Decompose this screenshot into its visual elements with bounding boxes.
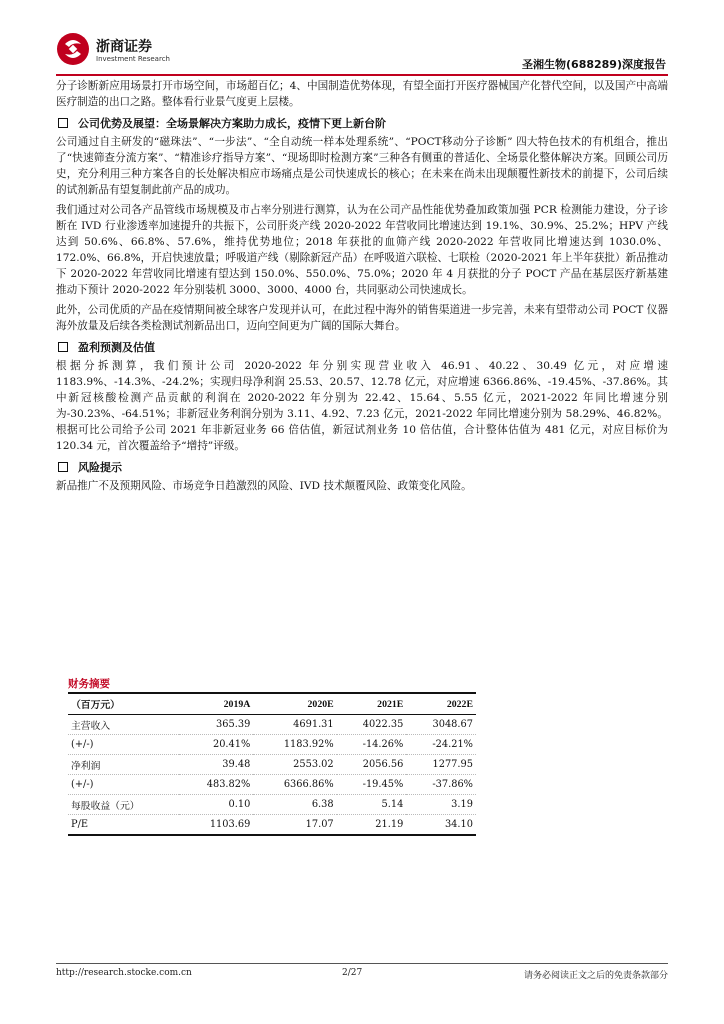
advantages-paragraph-3: 此外，公司优质的产品在疫情期间被全球客户发现并认可，在此过程中海外的销售渠道进一步完善，未来有望带动公司 POCT 仪器海外放量及后续各类检测试剂新品出口，迈向空间更为广阔的国际大舞台。 xyxy=(56,304,668,332)
footer-divider xyxy=(56,963,668,964)
table-cell: 39.48 xyxy=(179,755,253,775)
company-logo xyxy=(56,30,176,74)
table-cell: -24.21% xyxy=(406,735,476,755)
table-cell: 2056.56 xyxy=(337,755,407,775)
financial-summary-label: 财务摘要 xyxy=(68,678,110,690)
section-heading-advantages xyxy=(56,114,668,132)
table-cell: 0.10 xyxy=(179,795,253,815)
logo-emblem-icon xyxy=(56,32,90,66)
table-row xyxy=(68,815,476,836)
section-heading-forecast xyxy=(56,338,668,356)
table-cell: 4691.31 xyxy=(253,715,336,735)
table-row xyxy=(68,795,476,815)
checkbox-bullet-icon xyxy=(58,342,68,352)
table-cell: 21.19 xyxy=(337,815,407,836)
checkbox-bullet-icon xyxy=(58,118,68,128)
advantages-paragraph-1: 公司通过自主研发的“磁珠法”、“一步法”、“全自动统一样本处理系统”、“POCT移动分子诊断” 四大特色技术的有机组合，推出了“快速筛查分流方案”、“精准诊疗指导方案”、“现场即时检测方案”三种各有侧重的普适化、全场景化整体解决方案。回顾公司历史，充分利用三种方案各自的长处解决相应市场痛点是公司快速成长的核心；在未来在尚未出现颠覆性新技术的前提下，公司后续的试剂新品有望复制此前产品的成功。 xyxy=(56,136,668,196)
column-header: 2022E xyxy=(446,698,473,710)
table-cell: 1277.95 xyxy=(406,755,476,775)
row-label: (+/-) xyxy=(68,775,179,795)
table-row xyxy=(68,715,476,735)
table-cell: 5.14 xyxy=(337,795,407,815)
financial-summary-table xyxy=(68,692,476,836)
table-cell: 365.39 xyxy=(179,715,253,735)
column-header: 2021E xyxy=(377,698,404,710)
logo-chinese-name: 浙商证券 xyxy=(96,39,152,55)
section-heading-risks xyxy=(56,458,668,476)
table-row xyxy=(68,755,476,775)
footer-disclaimer: 请务必阅读正文之后的免责条款部分 xyxy=(523,971,668,981)
row-label: 主营收入 xyxy=(68,715,179,735)
section-title: 风险提示 xyxy=(78,461,122,474)
table-cell: 3048.67 xyxy=(406,715,476,735)
table-cell: 6.38 xyxy=(253,795,336,815)
table-cell: 3.19 xyxy=(406,795,476,815)
table-cell: -14.26% xyxy=(337,735,407,755)
column-header: 2020E xyxy=(307,698,334,710)
table-cell: 6366.86% xyxy=(253,775,336,795)
table-cell: 20.41% xyxy=(179,735,253,755)
column-header: （百万元） xyxy=(71,700,120,711)
advantages-paragraph-2: 我们通过对公司各产品管线市场规模及市占率分别进行测算，认为在公司产品性能优势叠加政策加强 PCR 检测能力建设，分子诊断在 IVD 行业渗透率加速提升的共振下，公司肝炎产线 2020-2022 年营收同比增速达到 19.1%、30.9%、25.2%；HPV 产线达到 50.6%、66.8%、57.6%，维持优势地位；2018 年获批的血筛产线 2020-2022 年营收同比增速达到 1030.0%、172.0%、66.8%，开启快速放量；呼吸道产线（剔除新冠产品）在呼吸道六联检、七联检（2020-2021 年上半年获批）新品推动下 2020-2022 年营收同比增速有望达到 150.0%、550.0%、75.0%；2020 年 4 月获批的分子 POCT 产品在基层医疗新基建推动下预计 2020-2022 年分别装机 3000、3000、4000 台，共同驱动公司快速成长。 xyxy=(56,204,668,296)
table-cell: 4022.35 xyxy=(337,715,407,735)
section-title: 盈利预测及估值 xyxy=(78,341,155,354)
header-divider xyxy=(56,74,668,76)
table-cell: 1183.92% xyxy=(253,735,336,755)
table-header-row xyxy=(68,693,476,715)
row-label: 每股收益（元） xyxy=(68,795,179,815)
table-cell: 2553.02 xyxy=(253,755,336,775)
row-label: P/E xyxy=(68,815,179,836)
table-cell: 1103.69 xyxy=(179,815,253,836)
main-content xyxy=(56,78,668,494)
table-cell: 483.82% xyxy=(179,775,253,795)
intro-paragraph: 分子诊断新应用场景打开市场空间，市场超百亿；4、中国制造优势体现，有望全面打开医疗器械国产化替代空间，以及国产中高端医疗制造的出口之路。整体看行业景气度更上层楼。 xyxy=(56,80,668,108)
report-title: 圣湘生物(688289)深度报告 xyxy=(522,58,666,71)
table-cell: 34.10 xyxy=(406,815,476,836)
footer-url-link[interactable]: http://research.stocke.com.cn xyxy=(56,968,192,978)
risks-paragraph: 新品推广不及预期风险、市场竞争日趋激烈的风险、IVD 技术颠覆风险、政策变化风险。 xyxy=(56,480,472,492)
page-number: 2/27 xyxy=(342,968,363,978)
forecast-paragraph: 根据分拆测算，我们预计公司 2020-2022 年分别实现营业收入 46.91、40.22、30.49 亿元，对应增速 1183.9%、-14.3%、-24.2%；实现归母净利润 25.53、20.57、12.78 亿元，对应增速 6366.86%、-19.45%、-37.86%。其中新冠核酸检测产品贡献的利润在 2020-2022 年分别为 22.42、15.64、5.55 亿元，2021-2022 年同比增速分别为-30.23%、-64.51%；非新冠业务利润分别为 3.11、4.92、7.23 亿元，2021-2022 年同比增速分别为 58.29%、46.82%。根据可比公司给予公司 2021 年非新冠业务 66 倍估值，新冠试剂业务 10 倍估值，合计整体估值为 481 亿元，对应目标价为 120.34 元，首次覆盖给予“增持”评级。 xyxy=(56,360,668,452)
table-row xyxy=(68,775,476,795)
section-title: 公司优势及展望：全场景解决方案助力成长，疫情下更上新台阶 xyxy=(78,117,386,130)
column-header: 2019A xyxy=(223,698,251,710)
row-label: 净利润 xyxy=(68,755,179,775)
page-header xyxy=(56,30,668,78)
table-row xyxy=(68,735,476,755)
table-cell: -37.86% xyxy=(406,775,476,795)
row-label: (+/-) xyxy=(68,735,179,755)
checkbox-bullet-icon xyxy=(58,462,68,472)
table-cell: 17.07 xyxy=(253,815,336,836)
logo-english-name: Investment Research xyxy=(96,55,170,63)
table-cell: -19.45% xyxy=(337,775,407,795)
